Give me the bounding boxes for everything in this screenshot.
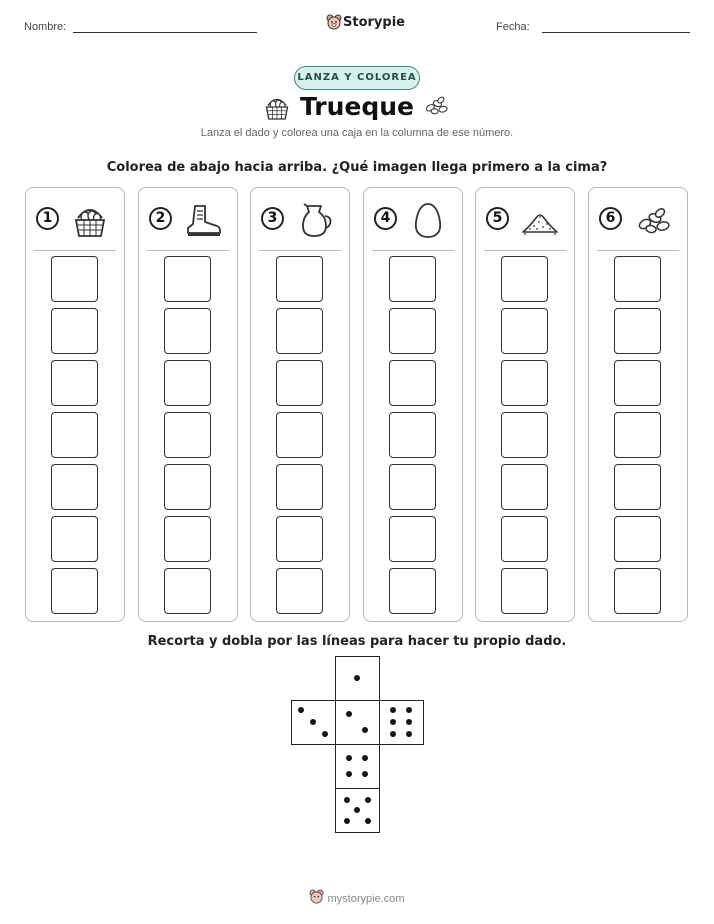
color-box[interactable] [389,464,436,510]
die-pip [406,707,412,713]
die-pip [362,771,368,777]
color-box[interactable] [614,568,661,614]
color-box[interactable] [389,256,436,302]
brand-logo [326,14,405,32]
die-pip [346,755,352,761]
die-pip [346,711,352,717]
date-label: Fecha: [496,21,530,33]
column-number: 5 [486,207,509,230]
name-line [73,32,257,33]
color-box[interactable] [389,516,436,562]
die-pip [406,719,412,725]
die-pip [322,731,328,737]
egg-basket-icon [262,92,292,122]
die-pip [362,727,368,733]
die-pip [310,719,316,725]
color-box[interactable] [51,568,98,614]
color-box[interactable] [389,360,436,406]
color-box[interactable] [501,256,548,302]
boot-icon [183,200,223,240]
page-title: Trueque [299,92,415,121]
color-box[interactable] [614,308,661,354]
column-1 [25,187,125,622]
color-box[interactable] [164,360,211,406]
color-box[interactable] [276,412,323,458]
egg-basket-icon [70,200,110,240]
color-box[interactable] [501,464,548,510]
die-pip [390,707,396,713]
column-number: 3 [261,207,284,230]
color-box[interactable] [164,568,211,614]
color-box[interactable] [51,308,98,354]
coloring-instruction: Colorea de abajo hacia arriba. ¿Qué imagen llega primero a la cima? [106,160,608,175]
column-divider [147,250,229,251]
seeds-icon [422,93,450,117]
color-box[interactable] [164,412,211,458]
color-box[interactable] [501,516,548,562]
die-pip [298,707,304,713]
color-box[interactable] [501,412,548,458]
die-face-3 [291,700,336,745]
color-box[interactable] [51,412,98,458]
color-box[interactable] [276,308,323,354]
color-box[interactable] [276,568,323,614]
column-divider [259,250,341,251]
name-label: Nombre: [24,21,67,33]
column-4 [363,187,463,622]
die-pip [365,818,371,824]
color-box[interactable] [614,412,661,458]
color-box[interactable] [51,360,98,406]
die-pip [346,771,352,777]
color-box[interactable] [614,464,661,510]
color-box[interactable] [614,256,661,302]
color-box[interactable] [276,516,323,562]
die-pip [354,807,360,813]
column-number: 6 [599,207,622,230]
date-line [542,32,690,33]
color-box[interactable] [389,568,436,614]
color-box[interactable] [276,256,323,302]
die-face-2 [335,700,380,745]
die-pip [354,675,360,681]
color-box[interactable] [51,256,98,302]
bear-logo-icon [326,14,342,31]
color-box[interactable] [501,568,548,614]
color-box[interactable] [276,464,323,510]
die-pip [406,731,412,737]
color-box[interactable] [501,360,548,406]
footer-url: mystorypie.com [327,893,405,905]
die-face-4 [335,744,380,789]
column-divider [597,250,679,251]
egg-icon [408,200,448,240]
column-number: 1 [36,207,59,230]
die-pip [344,797,350,803]
column-5 [475,187,575,622]
die-face-6 [379,700,424,745]
column-number: 2 [149,207,172,230]
column-2 [138,187,238,622]
die-pip [344,818,350,824]
color-box[interactable] [164,308,211,354]
die-face-5 [335,788,380,833]
die-instruction: Recorta y dobla por las líneas para hacer tu propio dado. [147,634,567,649]
color-box[interactable] [276,360,323,406]
die-pip [390,731,396,737]
page-subtitle: Lanza el dado y colorea una caja en la columna de ese número. [200,127,514,139]
color-box[interactable] [51,516,98,562]
column-divider [484,250,566,251]
color-box[interactable] [614,516,661,562]
color-box[interactable] [51,464,98,510]
bear-logo-icon [309,889,324,905]
column-divider [34,250,116,251]
color-box[interactable] [164,516,211,562]
die-pip [362,755,368,761]
color-box[interactable] [614,360,661,406]
column-number: 4 [374,207,397,230]
brand-name: Storypie [343,15,405,30]
color-box[interactable] [389,308,436,354]
die-pip [365,797,371,803]
seeds-icon [633,200,673,240]
footer [0,889,714,905]
color-box[interactable] [164,464,211,510]
color-box[interactable] [501,308,548,354]
column-3 [250,187,350,622]
color-box[interactable] [164,256,211,302]
color-box[interactable] [389,412,436,458]
die-pip [390,719,396,725]
die-face-1 [335,656,380,701]
activity-badge: LANZA Y COLOREA [294,66,420,90]
column-divider [372,250,454,251]
column-6 [588,187,688,622]
jug-icon [295,200,335,240]
grain-pile-icon [520,200,560,240]
